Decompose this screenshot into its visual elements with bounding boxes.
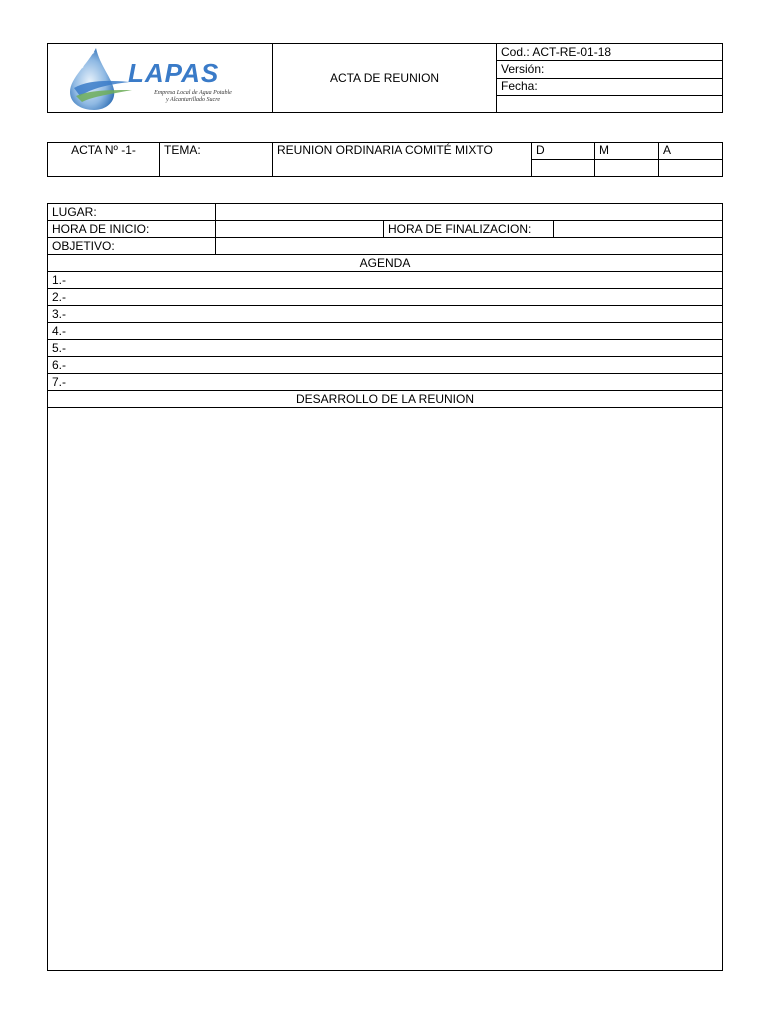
logo-subtitle bbox=[123, 90, 263, 104]
date-field[interactable]: Fecha: bbox=[497, 78, 723, 95]
month-label: M bbox=[595, 143, 659, 160]
desarrollo-title: DESARROLLO DE LA REUNION bbox=[48, 391, 723, 408]
agenda-title: AGENDA bbox=[48, 255, 723, 272]
acta-info-table bbox=[47, 142, 723, 177]
lugar-label: LUGAR: bbox=[48, 204, 216, 221]
desarrollo-body-field[interactable] bbox=[48, 408, 723, 971]
meeting-form bbox=[47, 203, 723, 971]
lugar-field[interactable] bbox=[216, 204, 723, 221]
agenda-item[interactable]: 2.- bbox=[48, 289, 723, 306]
meta-blank-field[interactable] bbox=[497, 95, 723, 112]
hora-fin-field[interactable] bbox=[554, 221, 723, 238]
logo-text: LAPAS bbox=[128, 58, 220, 88]
agenda-item[interactable]: 3.- bbox=[48, 306, 723, 323]
day-field[interactable] bbox=[532, 160, 595, 177]
document-code: Cod.: ACT-RE-01-18 bbox=[497, 44, 723, 61]
agenda-item[interactable]: 7.- bbox=[48, 374, 723, 391]
version-field[interactable]: Versión: bbox=[497, 61, 723, 78]
company-logo bbox=[48, 44, 265, 112]
logo-cell bbox=[48, 44, 273, 113]
tema-label: TEMA: bbox=[160, 143, 273, 177]
day-label: D bbox=[532, 143, 595, 160]
logo-subtitle-line-2: y Alcantarillado Sucre bbox=[166, 97, 220, 103]
year-label: A bbox=[659, 143, 723, 160]
month-field[interactable] bbox=[595, 160, 659, 177]
objetivo-field[interactable] bbox=[216, 238, 723, 255]
year-field[interactable] bbox=[659, 160, 723, 177]
agenda-item[interactable]: 1.- bbox=[48, 272, 723, 289]
logo-subtitle-line-1: Empresa Local de Agua Potable bbox=[154, 90, 232, 96]
document-title: ACTA DE REUNION bbox=[273, 44, 497, 113]
hora-inicio-label: HORA DE INICIO: bbox=[48, 221, 216, 238]
agenda-item[interactable]: 6.- bbox=[48, 357, 723, 374]
document-header bbox=[47, 43, 723, 113]
hora-fin-label: HORA DE FINALIZACION: bbox=[384, 221, 554, 238]
tema-value[interactable]: REUNION ORDINARIA COMITÉ MIXTO bbox=[273, 143, 532, 177]
objetivo-label: OBJETIVO: bbox=[48, 238, 216, 255]
agenda-item[interactable]: 4.- bbox=[48, 323, 723, 340]
hora-inicio-field[interactable] bbox=[216, 221, 384, 238]
acta-number: ACTA Nº -1- bbox=[48, 143, 160, 177]
agenda-item[interactable]: 5.- bbox=[48, 340, 723, 357]
